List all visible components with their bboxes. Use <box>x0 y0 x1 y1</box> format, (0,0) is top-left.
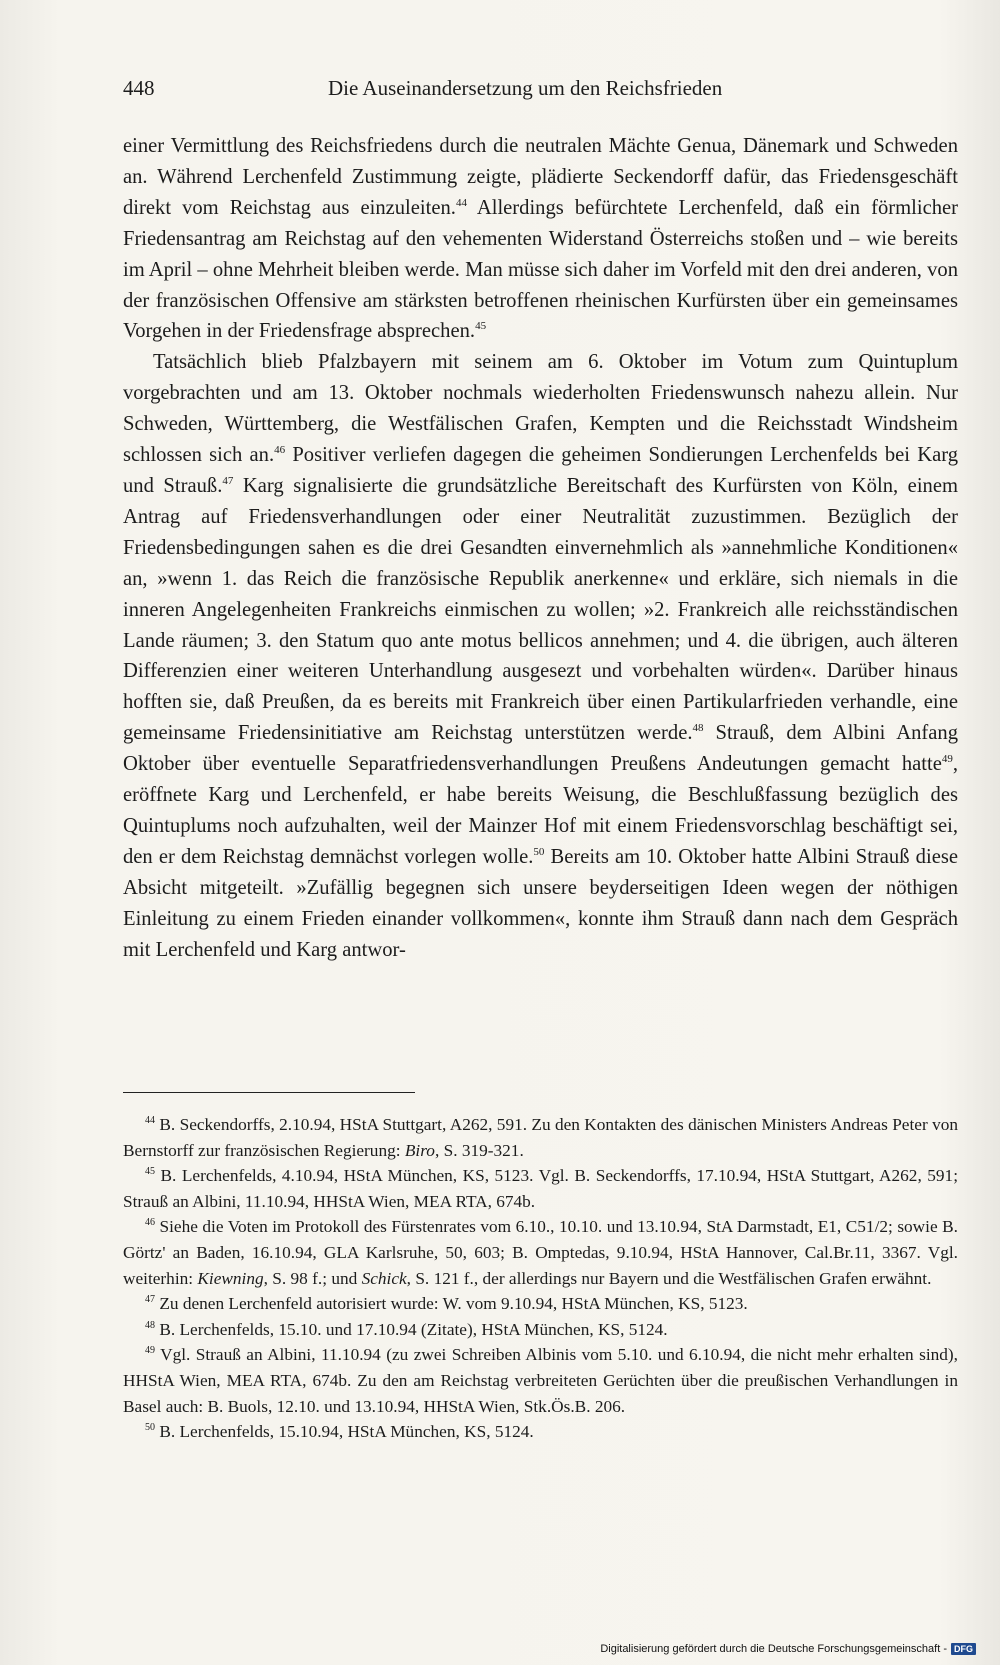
footnote-number: 49 <box>145 1345 155 1357</box>
text-run: Karg signalisierte die grundsätzliche Bereitschaft des Kurfürsten von Köln, einem Antrag auf Friedensverhandlungen oder einer Neutralität zuzustimmen. Bezüglich der Friedensbedingungen sahen es die drei Gesandten einvernehmlich als »annehmliche Konditionen« an, »wenn 1. das Reich die französische Republik anerkenne« und erkläre, sich niemals in die inneren Angelegenheiten Frankreichs einmischen zu wollen; »2. Frankreich alle reichsständischen Lande räumen; 3. den Statum quo ante motus bellicos annehmen; und 4. die übrigen, auch älteren Differenzien einer weiteren Unterhandlung ausgesezt und vorbehalten würden«. Darüber hinaus hofften sie, daß Preußen, da es bereits mit Frankreich über einen Partikularfrieden verhandle, eine gemeinsame Friedensinitiative am Reichstag unterstützen werde. <box>123 474 958 745</box>
text-run: Siehe die Voten im Protokoll des Fürstenrates vom 6.10., 10.10. und 13.10.94, StA Darmstadt, E1, C51/2; sowie B. Görtz' an Baden, 16.10.94, GLA Karlsruhe, 50, 603; B. Omptedas, 9.10.94, HStA Hannover, Cal.Br.11, 3367. Vgl. weiterhin: <box>123 1217 958 1288</box>
text-run: einer Vermittlung des Reichsfriedens durch die neutralen Mächte Genua, Dänemark und Schweden an. Während Lerchenfeld Zustimmung zeigte, plädierte Seckendorff dafür, das Friedensgeschäft direkt vom Reichstag aus einzuleiten. <box>123 135 958 219</box>
footnote <box>123 1291 958 1317</box>
footnote-marker: 48 <box>692 722 704 735</box>
text-run: Positiver verliefen dagegen die geheimen Sondierungen Lerchenfelds bei Karg und Strauß. <box>123 444 958 497</box>
text-run: B. Lerchenfelds, 15.10. und 17.10.94 (Zitate), HStA München, KS, 5124. <box>159 1319 668 1339</box>
text-run: Allerdings befürchtete Lerchenfeld, daß ein förmlicher Friedensantrag am Reichstag auf den vehementen Widerstand Österreichs stoßen und – wie bereits im April – ohne Mehrheit bleiben werde. Man müsse sich daher im Vorfeld mit den drei anderen, von der französischen Offensive am stärksten betroffenen rheinischen Kurfürsten über ein gemeinsames Vorgehen in der Friedensfrage absprechen. <box>123 196 959 343</box>
text-run: Bereits am 10. Oktober hatte Albini Strauß diese Absicht mitgeteilt. »Zufällig begegnen sich unsere beyderseitigen Ideen wegen der nöthigen Einleitung zu einem Frieden einander vollkommen«, konnte ihm Strauß dann nach dem Gespräch mit Lerchenfeld und Karg antwor- <box>123 845 958 961</box>
footnote-marker: 49 <box>941 753 953 766</box>
text-run: Tatsächlich blieb Pfalzbayern mit seinem am 6. Oktober im Votum zum Quintuplum vorgebrachten und am 13. Oktober nochmals wiederholten Friedenswunsch nahezu allein. Nur Schweden, Württemberg, die Westfälischen Grafen, Kempten und die Reichsstadt Windsheim schlossen sich an. <box>123 351 958 467</box>
page-header <box>123 76 958 106</box>
footnote <box>123 1419 958 1445</box>
footnote-number: 47 <box>145 1294 155 1306</box>
footnote <box>123 1214 958 1291</box>
cited-author: Biro <box>404 1140 435 1160</box>
footnote-marker: 46 <box>274 444 286 457</box>
footnote-marker: 44 <box>455 196 467 209</box>
cited-author: Schick <box>361 1268 407 1288</box>
footnote-marker: 50 <box>533 845 545 858</box>
footnote <box>123 1342 958 1419</box>
footnote-marker: 45 <box>475 320 487 333</box>
text-run: Vgl. Strauß an Albini, 11.10.94 (zu zwei Schreiben Albinis vom 5.10. und 6.10.94, die nicht mehr erhalten sind), HHStA Wien, MEA RTA, 674b. Zu den am Reichstag verbreiteten Gerüchten über die preußischen Verhandlungen in Basel auch: B. Buols, 12.10. und 13.10.94, HHStA Wien, Stk.Ös.B. 206. <box>123 1345 958 1416</box>
paragraph <box>123 131 958 347</box>
paragraph <box>123 347 958 965</box>
text-run: B. Lerchenfelds, 15.10.94, HStA München, KS, 5124. <box>159 1422 534 1442</box>
footnote-number: 45 <box>145 1166 155 1178</box>
text-run: , eröffnete Karg und Lerchenfeld, er habe bereits Weisung, die Beschlußfassung bezüglich des Quintuplums noch aufzuhalten, weil der Mainzer Hof mit einem Friedensvorschlag beschäftigt sei, den er dem Reichstag demnächst vorlegen wolle. <box>123 753 958 868</box>
footnote-number: 48 <box>145 1319 155 1331</box>
colophon-text: Digitalisierung gefördert durch die Deutsche Forschungsgemeinschaft - <box>600 1643 947 1655</box>
text-run: Strauß, dem Albini Anfang Oktober über eventuelle Separatfriedensverhandlungen Preußens Andeutungen gemacht hatte <box>123 722 958 776</box>
footnote-number: 44 <box>145 1115 155 1126</box>
footnote-number: 46 <box>145 1217 155 1229</box>
footnote <box>123 1317 958 1343</box>
footnote-separator <box>123 1092 415 1093</box>
footnote <box>123 1112 958 1163</box>
body-text <box>123 131 958 965</box>
text-run: , S. 121 f., der allerdings nur Bayern und die Westfälischen Grafen erwähnt. <box>406 1268 932 1288</box>
text-run: , S. 98 f.; und <box>263 1268 362 1288</box>
footnote-marker: 47 <box>222 474 234 487</box>
footnote-number: 50 <box>145 1422 155 1434</box>
footnotes <box>123 1112 958 1445</box>
text-run: B. Seckendorffs, 2.10.94, HStA Stuttgart, A262, 591. Zu den Kontakten des dänischen Ministers Andreas Peter von Bernstorff zur französischen Regierung: <box>123 1115 958 1160</box>
text-run: Zu denen Lerchenfeld autorisiert wurde: W. vom 9.10.94, HStA München, KS, 5123. <box>159 1294 748 1314</box>
colophon <box>600 1643 976 1655</box>
footnote <box>123 1163 958 1214</box>
page-number: 448 <box>123 76 155 100</box>
text-run: B. Lerchenfelds, 4.10.94, HStA München, KS, 5123. Vgl. B. Seckendorffs, 17.10.94, HStA Stuttgart, A262, 591; Strauß an Albini, 11.10.94, HHStA Wien, MEA RTA, 674b. <box>123 1166 958 1211</box>
text-run: , S. 319-321. <box>434 1140 524 1160</box>
running-head: Die Auseinandersetzung um den Reichsfrieden <box>328 76 723 100</box>
cited-author: Kiewning <box>197 1268 264 1288</box>
dfg-logo-icon: DFG <box>951 1643 976 1655</box>
